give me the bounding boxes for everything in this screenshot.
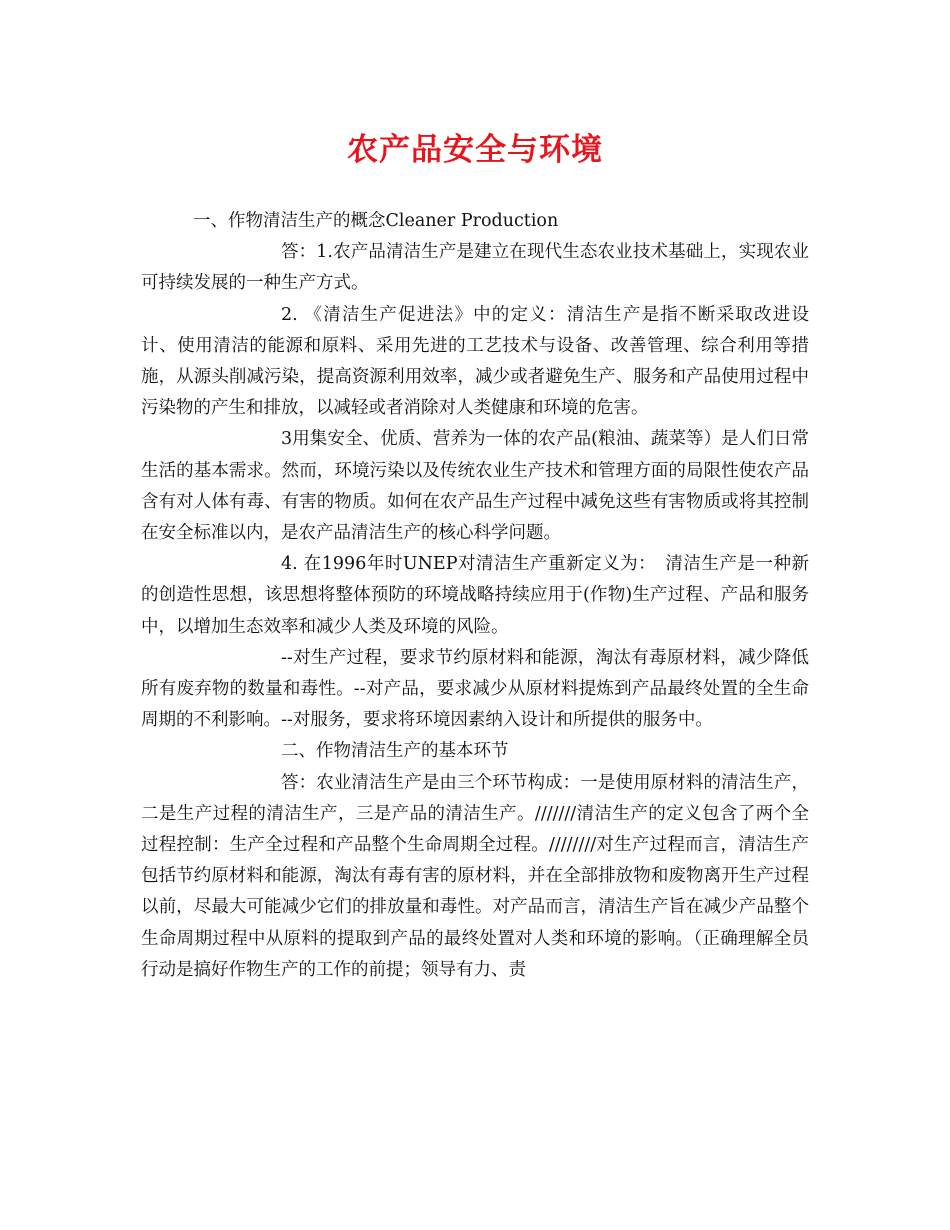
document-title: 农产品安全与环境 xyxy=(347,132,603,168)
paragraph-answer-4: 4. 在1996年时UNEP对清洁生产重新定义为： 清洁生产是一种新的创造性思想，该思想将整体预防的环境战略持续应用于(作物)生产过程、产品和服务中，以增加生态效率和减少人类及环境的风险。 xyxy=(141,554,809,637)
paragraph-answer-5: 答：农业清洁生产是由三个环节构成：一是使用原材料的清洁生产，二是生产过程的清洁生产，三是产品的清洁生产。///////清洁生产的定义包含了两个全过程控制：生产全过程和产品整个生命周期全过程。////////对生产过程而言，清洁生产包括节约原材料和能源，淘汰有毒有害的原材料，并在全部排放物和废物离开生产过程以前，尽最大可能减少它们的排放量和毒性。对产品而言，清洁生产旨在减少产品整个生命周期过程中从原料的提取到产品的最终处置对人类和环境的影响。（正确理解全员行动是搞好作物生产的工作的前提；领导有力、责 xyxy=(141,772,809,980)
section-heading-1: 一、作物清洁生产的概念Cleaner Production xyxy=(193,211,559,231)
paragraph-requirements: --对生产过程，要求节约原材料和能源，淘汰有毒原材料，减少降低所有废弃物的数量和毒性。--对产品，要求减少从原材料提炼到产品最终处置的全生命周期的不利影响。--对服务，要求将环境因素纳入设计和所提供的服务中。 xyxy=(141,647,809,731)
paragraph-answer-1: 答：1.农产品清洁生产是建立在现代生态农业技术基础上，实现农业可持续发展的一种生产方式。 xyxy=(141,242,809,294)
document-body xyxy=(141,206,809,986)
paragraph-answer-3: 3用集安全、优质、营养为一体的农产品(粮油、蔬菜等）是人们日常生活的基本需求。然而，环境污染以及传统农业生产技术和管理方面的局限性使农产品含有对人体有毒、有害的物质。如何在农产品生产过程中减免这些有害物质或将其控制在安全标准以内，是农产品清洁生产的核心科学问题。 xyxy=(141,429,809,544)
section-heading-2: 二、作物清洁生产的基本环节 xyxy=(281,741,509,762)
paragraph-answer-2: 2. 《清洁生产促进法》中的定义：清洁生产是指不断采取改进设计、使用清洁的能源和原料、采用先进的工艺技术与设备、改善管理、综合利用等措施，从源头削减污染，提高资源利用效率，减少或者避免生产、服务和产品使用过程中污染物的产生和排放，以减轻或者消除对人类健康和环境的危害。 xyxy=(141,304,809,419)
